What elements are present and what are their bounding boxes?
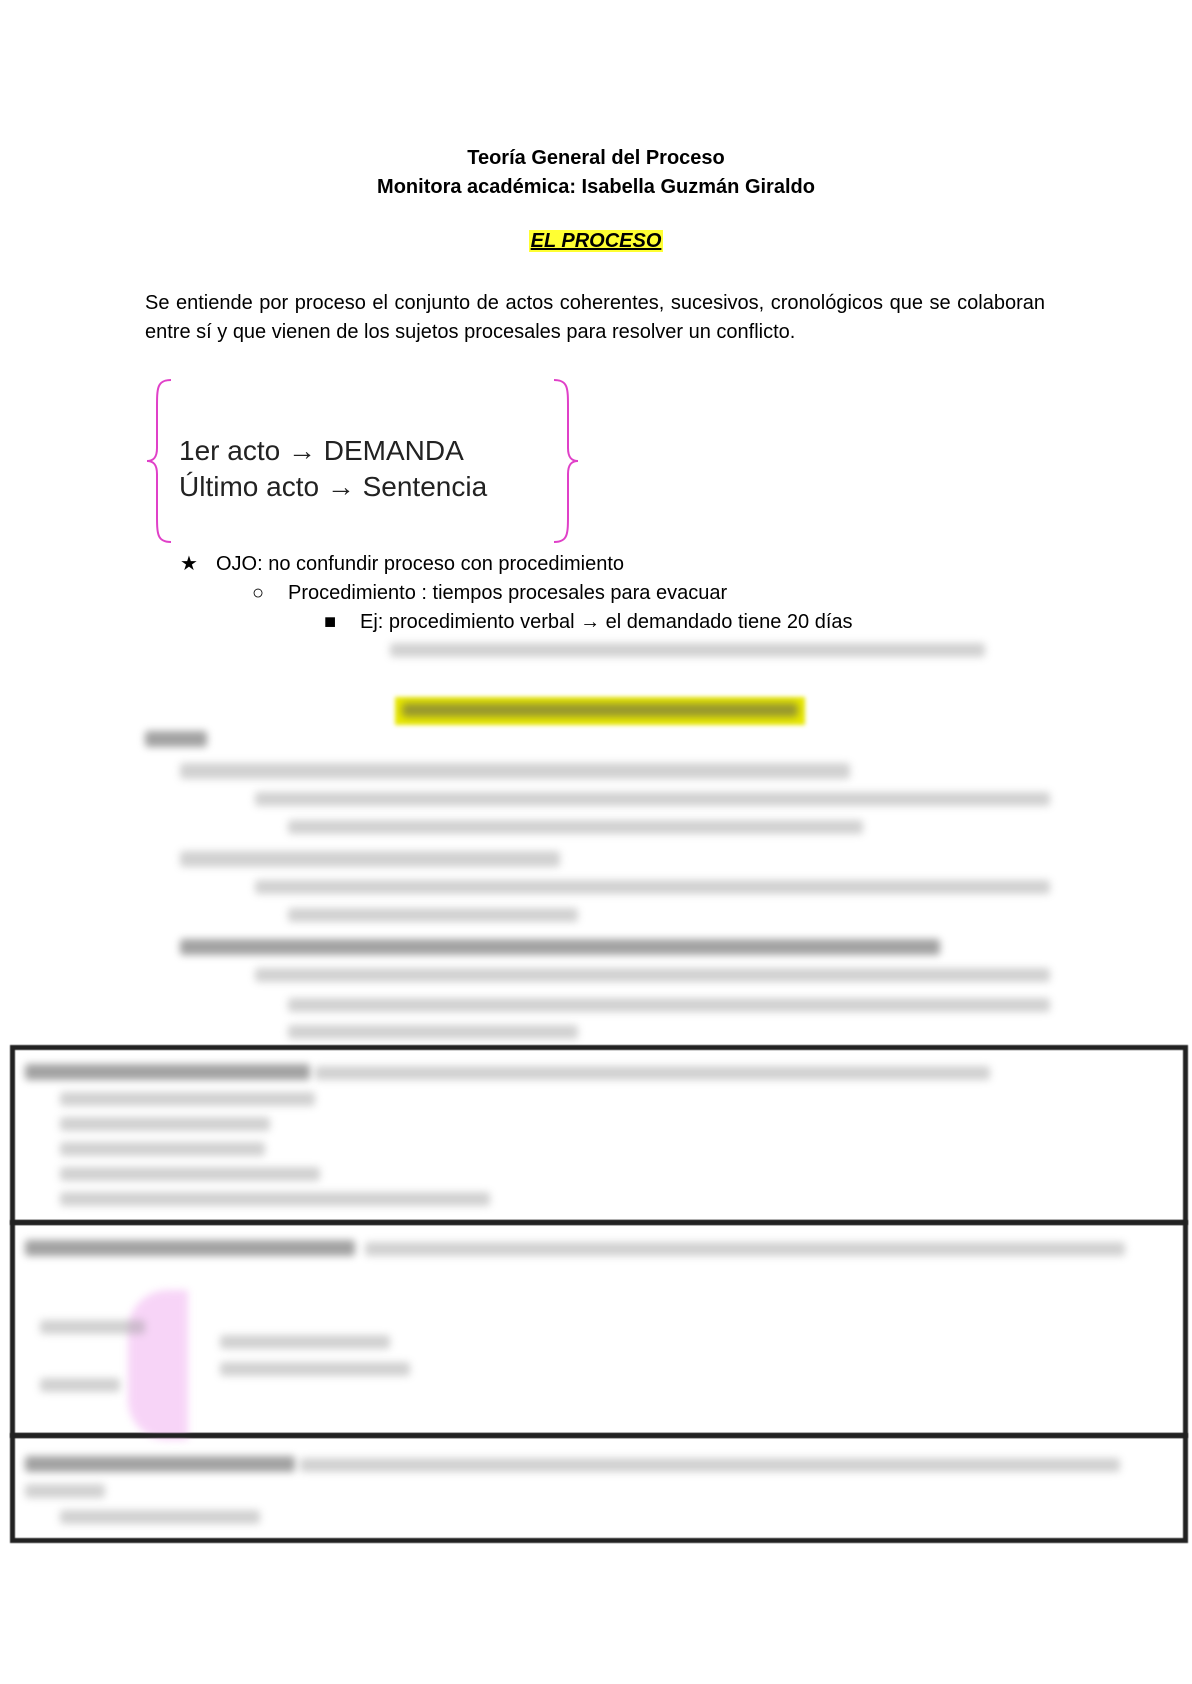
circle-bullet-icon: ○ xyxy=(252,582,265,604)
definition-paragraph: Se entiende por proceso el conjunto de actos coherentes, sucesivos, cronológicos que se colaboran entre sí y que vienen de los sujetos procesales para resolver un conflicto. xyxy=(145,292,1045,343)
last-act-line: Último acto → Sentencia xyxy=(179,471,488,502)
procedimiento-text: Procedimiento : tiempos procesales para evacuar xyxy=(288,582,728,604)
section-heading xyxy=(0,230,1192,253)
star-icon: ★ xyxy=(180,553,198,575)
deberes-box xyxy=(10,1433,1188,1543)
right-brace-icon xyxy=(550,378,580,544)
procedimiento-note xyxy=(252,579,727,607)
document-title: Teoría General del Proceso xyxy=(467,147,725,169)
ojo-note xyxy=(180,550,624,578)
first-act-line: 1er acto → DEMANDA xyxy=(179,435,464,466)
ejemplo-text: Ej: procedimiento verbal → el demandado tiene 20 días xyxy=(360,611,853,633)
document-subtitle: Monitora académica: Isabella Guzmán Giraldo xyxy=(377,176,815,198)
process-scheme xyxy=(145,378,585,544)
square-bullet-icon: ■ xyxy=(324,611,337,633)
left-brace-icon xyxy=(145,378,175,544)
ejemplo-note xyxy=(324,608,853,636)
section-heading-text: EL PROCESO xyxy=(530,230,662,252)
ojo-text: OJO: no confundir proceso con procedimiento xyxy=(216,553,624,575)
